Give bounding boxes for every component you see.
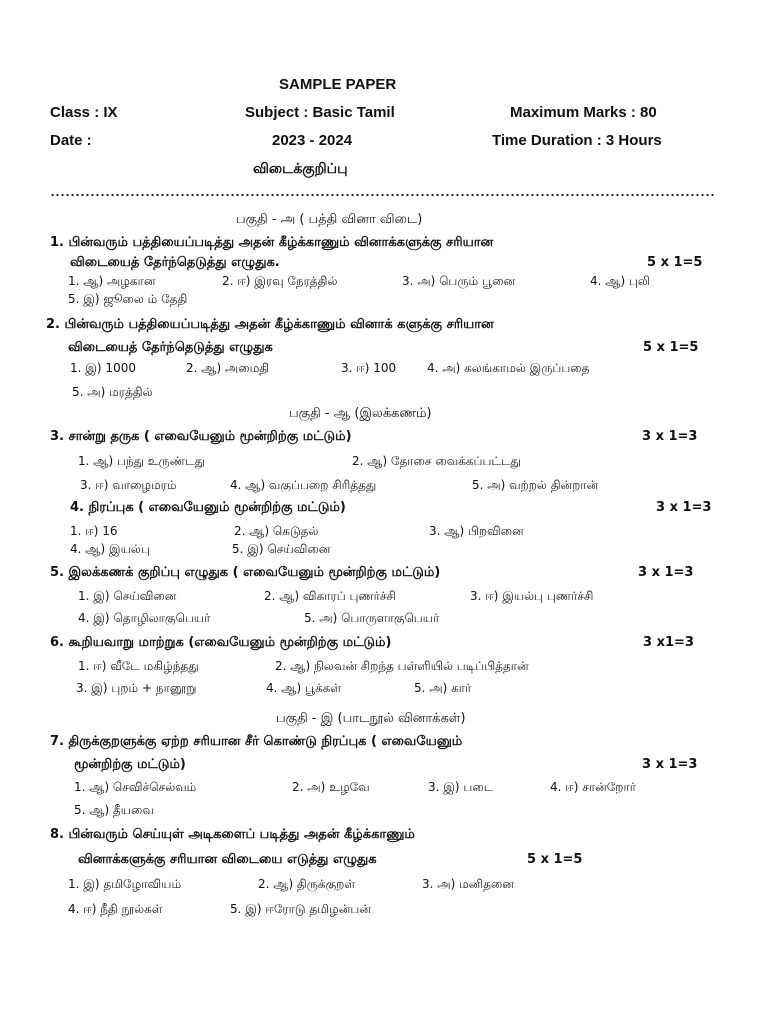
q7-text: 7. திருக்குறளுக்கு ஏற்ற சரியான சீர் கொண்டு நிரப்புக ( எவையேனும் bbox=[50, 734, 463, 749]
q8-answer-1: 1. இ) தமிழோவியம் bbox=[68, 877, 182, 891]
q1-text: 1. பின்வரும் பத்தியைப்படித்து அதன் கீழ்க்காணும் வினாக்களுக்கு சரியான bbox=[50, 235, 494, 250]
q6-answer-2: 2. ஆ) நிலவன் சிறந்த பள்ளியில் படிப்பித்தான் bbox=[275, 659, 529, 673]
q3-answer-1: 1. ஆ) பந்து உருண்டது bbox=[78, 454, 206, 468]
q1-text-cont: விடையைத் தேர்ந்தெடுத்து எழுதுக. bbox=[70, 255, 280, 270]
q3-answer-4: 4. ஆ) வகுப்பறை சிரித்தது bbox=[230, 478, 377, 492]
section-b-heading: பகுதி - ஆ (இலக்கணம்) bbox=[289, 406, 432, 421]
q6-answer-3: 3. இ) புறம் + நானூறு bbox=[76, 681, 197, 695]
q8-marks: 5 x 1=5 bbox=[527, 852, 583, 867]
q7-marks: 3 x 1=3 bbox=[642, 757, 698, 772]
q3-answer-5: 5. அ) வற்றல் தின்றான் bbox=[472, 478, 599, 492]
q7-answer-2: 2. அ) உழவே bbox=[292, 780, 370, 794]
date-label: Date : bbox=[50, 132, 92, 149]
q8-text-cont: வினாக்களுக்கு சரியான விடையை எடுத்து எழுதுக bbox=[78, 852, 377, 867]
answer-key-title: விடைக்குறிப்பு bbox=[253, 161, 348, 177]
q7-text-cont: மூன்றிற்கு மட்டும்) bbox=[74, 757, 186, 772]
q5-answer-4: 4. இ) தொழிலாகுபெயர் bbox=[78, 611, 211, 625]
q8-answer-2: 2. ஆ) திருக்குறள் bbox=[258, 877, 356, 891]
q6-answer-4: 4. ஆ) பூக்கள் bbox=[266, 681, 342, 695]
q4-answer-4: 4. ஆ) இயல்பு bbox=[70, 542, 150, 556]
q4-answer-5: 5. இ) செய்வினை bbox=[232, 542, 331, 556]
q8-text: 8. பின்வரும் செய்யுள் அடிகளைப் படித்து அதன் கீழ்க்காணும் bbox=[50, 827, 415, 842]
q3-answer-2: 2. ஆ) தோசை வைக்கப்பட்டது bbox=[352, 454, 521, 468]
q1-answer-2: 2. ஈ) இரவு நேரத்தில் bbox=[222, 274, 338, 288]
q5-marks: 3 x 1=3 bbox=[638, 565, 694, 580]
academic-year: 2023 - 2024 bbox=[272, 132, 353, 149]
q1-answer-3: 3. அ) பெரும் பூனை bbox=[402, 274, 516, 288]
q7-answer-5: 5. ஆ) தீயவை bbox=[74, 803, 154, 817]
q7-answer-3: 3. இ) படை bbox=[428, 780, 494, 794]
paper-title: SAMPLE PAPER bbox=[279, 76, 397, 93]
max-marks-label: Maximum Marks : 80 bbox=[510, 104, 657, 121]
q2-answer-5: 5. அ) மரத்தில் bbox=[72, 385, 153, 399]
q5-answer-3: 3. ஈ) இயல்பு புணர்ச்சி bbox=[470, 589, 594, 603]
q4-text: 4. நிரப்புக ( எவையேனும் மூன்றிற்கு மட்டும்) bbox=[70, 500, 346, 515]
q1-answer-1: 1. ஆ) அழகான bbox=[68, 274, 156, 288]
section-a-heading: பகுதி - அ ( பத்தி வினா விடை) bbox=[236, 212, 423, 227]
q3-marks: 3 x 1=3 bbox=[642, 429, 698, 444]
q4-answer-1: 1. ஈ) 16 bbox=[70, 524, 118, 538]
section-c-heading: பகுதி - இ (பாடநூல் வினாக்கள்) bbox=[276, 711, 466, 726]
time-duration-label: Time Duration : 3 Hours bbox=[492, 132, 662, 149]
class-label: Class : IX bbox=[50, 104, 118, 121]
q3-answer-3: 3. ஈ) வாழைமரம் bbox=[80, 478, 177, 492]
q5-answer-2: 2. ஆ) விகாரப் புணர்ச்சி bbox=[264, 589, 396, 603]
q2-answer-3: 3. ஈ) 100 bbox=[341, 361, 397, 375]
q2-answer-1: 1. இ) 1000 bbox=[70, 361, 136, 375]
q5-text: 5. இலக்கணக் குறிப்பு எழுதுக ( எவையேனும் மூன்றிற்கு மட்டும்) bbox=[50, 565, 441, 580]
q1-answer-4: 4. ஆ) புலி bbox=[590, 274, 651, 288]
q7-answer-4: 4. ஈ) சான்றோர் bbox=[550, 780, 636, 794]
q1-answer-5: 5. இ) ஜூலை ம் தேதி bbox=[68, 292, 188, 306]
q7-answer-1: 1. ஆ) செவிச்செல்வம் bbox=[74, 780, 197, 794]
q5-answer-1: 1. இ) செய்வினை bbox=[78, 589, 177, 603]
q6-text: 6. கூறியவாறு மாற்றுக (எவையேனும் மூன்றிற்கு மட்டும்) bbox=[50, 635, 392, 650]
q4-marks: 3 x 1=3 bbox=[656, 500, 712, 515]
q8-answer-4: 4. ஈ) நீதி நூல்கள் bbox=[68, 902, 163, 916]
q8-answer-5: 5. இ) ஈரோடு தமிழன்பன் bbox=[230, 902, 371, 916]
dotted-divider bbox=[50, 193, 714, 197]
q6-answer-1: 1. ஈ) வீடே மகிழ்ந்தது bbox=[78, 659, 199, 673]
q6-marks: 3 x1=3 bbox=[643, 635, 694, 650]
q6-answer-5: 5. அ) கார் bbox=[414, 681, 472, 695]
q2-marks: 5 x 1=5 bbox=[643, 340, 699, 355]
q4-answer-2: 2. ஆ) கெடுதல் bbox=[234, 524, 319, 538]
q4-answer-3: 3. ஆ) பிறவினை bbox=[429, 524, 524, 538]
q2-answer-2: 2. ஆ) அமைதி bbox=[186, 361, 270, 375]
q2-text-cont: விடையைத் தேர்ந்தெடுத்து எழுதுக bbox=[68, 340, 273, 355]
q5-answer-5: 5. அ) பொருளாகுபெயர் bbox=[304, 611, 440, 625]
subject-label: Subject : Basic Tamil bbox=[245, 104, 395, 121]
q1-marks: 5 x 1=5 bbox=[647, 255, 703, 270]
q8-answer-3: 3. அ) மனிதனை bbox=[422, 877, 514, 891]
q3-text: 3. சான்று தருக ( எவையேனும் மூன்றிற்கு மட்டும்) bbox=[50, 429, 352, 444]
q2-answer-4: 4. அ) கலங்காமல் இருப்பதை bbox=[427, 361, 590, 375]
q2-text: 2. பின்வரும் பத்தியைப்படித்து அதன் கீழ்க்காணும் வினாக் களுக்கு சரியான bbox=[46, 317, 494, 332]
